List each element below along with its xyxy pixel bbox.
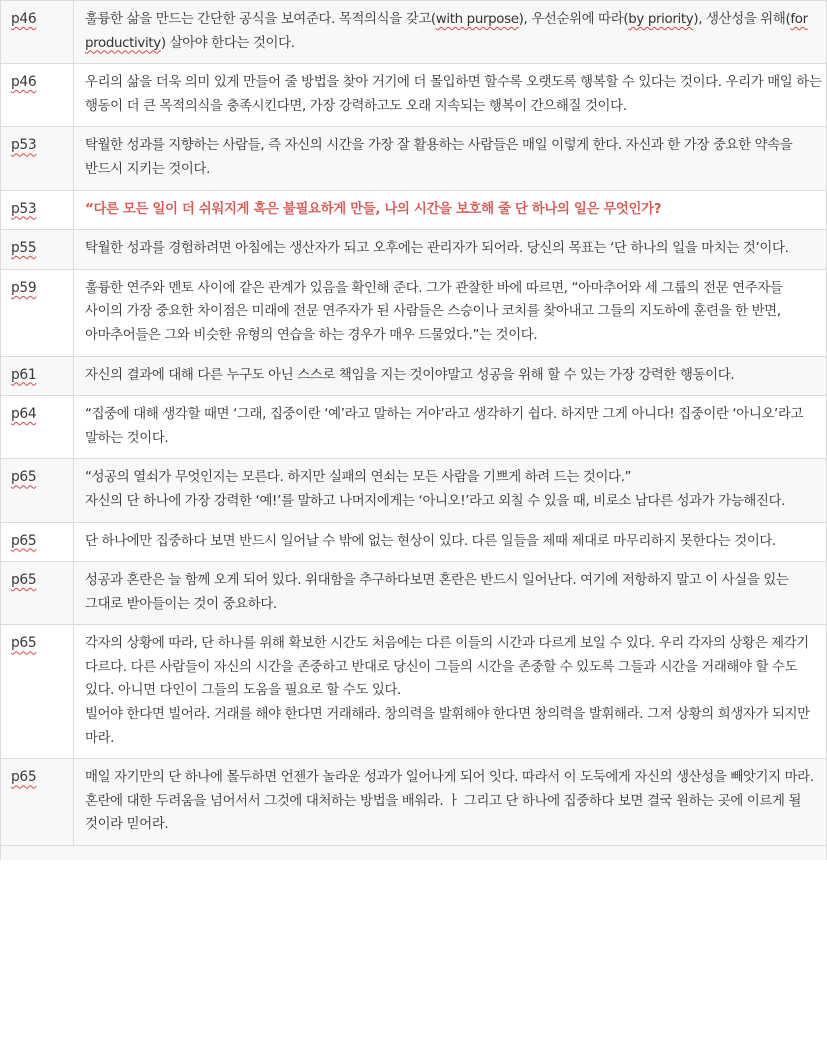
text-segment: 탁월한 성과를 지향하는 사람들, 즉 자신의 시간을 가장 잘 활용하는 사람들은 매일 이렇게 한다. 자신과 한 가장 중요한 약속을 반드시 지키는 것이다. (85, 138, 793, 177)
text-segment: 훌륭한 연주와 멘토 사이에 같은 관계가 있음을 확인해 준다. 그가 관찰한 바에 따르면, “아마추어와 세 그룹의 전문 연주자들 사이의 가장 중요한 차이점은 미래에 전문 연주자가 된 사람들은 스승이나 코치를 찾아내고 그들의 지도하에 훈련을 한 반면, 아마추어들은 그와 비슷한 유형의 연습을 하는 경우가 매우 드물었다.”는 것이다. (85, 280, 783, 343)
quote-text-cell[interactable] (74, 64, 827, 127)
quote-text (85, 281, 783, 343)
text-segment: ), 우선순위에 따라( (518, 12, 629, 27)
quote-text (85, 573, 789, 612)
page-number-cell[interactable] (1, 396, 74, 459)
text-segment: ), 생산성을 위해( (693, 12, 791, 27)
page-number-cell[interactable] (1, 269, 74, 356)
page-number-cell[interactable] (1, 356, 74, 396)
highlighted-quote (85, 202, 661, 217)
table-row (1, 562, 827, 625)
quote-text-cell[interactable] (74, 269, 827, 356)
page-number-cell[interactable] (1, 759, 74, 846)
page-number: p46 (11, 74, 37, 91)
table-row (1, 64, 827, 127)
quote-line: 각자의 상황에 따라, 단 하나를 위해 확보한 시간도 처음에는 다른 이들의 시간과 다르게 보일 수 있다. 우리 각자의 상황은 제각기 다르다. 다른 사람들이 자신의 시간을 존중하고 반대로 당신이 그들의 시간을 존중할 수 있도록 그들과 시간을 거래해야 할 수도 있다. 아니면 다인이 그들의 도움을 필요로 할 수도 있다. (85, 636, 809, 699)
quote-line: 자신의 단 하나에 가장 강력한 ‘예!’를 말하고 나머지에게는 ‘아니오!’라고 외칠 수 있을 때, 비로소 남다른 성과가 가능해진다. (85, 493, 786, 509)
quote-line: “성공의 열쇠가 무엇인지는 모른다. 하지만 실패의 연쇠는 모든 사람을 기쁘게 하려 드는 것이다.” (85, 470, 632, 486)
page-number: p65 (11, 532, 37, 549)
page-number-cell[interactable] (1, 127, 74, 190)
table-row (1, 396, 827, 459)
quote-line: 빌어야 한다면 빌어라. 거래를 해야 한다면 거래해라. 창의력을 발휘해야 한다면 창의력을 발휘해라. 그저 상황의 희생자가 되지만 마라. (85, 707, 810, 746)
quote-text-cell[interactable] (74, 190, 827, 230)
quote-text-cell[interactable] (74, 459, 827, 522)
page-number: p65 (11, 469, 37, 486)
quote-text (85, 138, 792, 177)
quote-text (85, 407, 803, 446)
page-number-cell[interactable] (1, 562, 74, 625)
table-row (1, 230, 827, 270)
quote-text-cell[interactable] (74, 562, 827, 625)
page-number-cell[interactable] (1, 230, 74, 270)
page-number: p46 (11, 11, 37, 27)
quote-text-cell[interactable] (74, 396, 827, 459)
quote-text-cell[interactable] (74, 625, 827, 759)
page-number-cell[interactable] (1, 522, 74, 562)
spellcheck-flagged-text: for productivity (85, 12, 808, 51)
text-segment: 우리의 삶을 더욱 의미 있게 만들어 줄 방법을 찾아 거기에 더 몰입하면 할수록 오랫도록 행복할 수 있다는 것이다. 우리가 매일 하는 행동이 더 큰 목적의식을 충족시킨다면, 가장 강력하고도 오래 지속되는 행복이 간으해질 것이다. (85, 75, 822, 114)
table-row (1, 459, 827, 522)
page-number-cell[interactable] (1, 64, 74, 127)
next-row-edge (0, 846, 827, 860)
notes-table-body (1, 1, 827, 846)
quote-text-cell[interactable] (74, 1, 827, 64)
quote-text (85, 368, 734, 383)
page-number: p65 (11, 572, 37, 589)
page-number: p53 (11, 200, 37, 217)
quote-text-cell[interactable] (74, 127, 827, 190)
text-segment: “다른 모든 일이 더 쉬워지게 혹은 불필요하게 만들, 나의 시간을 보호해 줄 단 하나의 일은 무엇인가? (85, 201, 662, 217)
quote-text-cell[interactable] (74, 522, 827, 562)
page-number: p55 (11, 240, 37, 257)
table-row (1, 269, 827, 356)
text-segment: 훌륭한 삶을 만드는 간단한 공식을 보여준다. 목적의식을 갖고( (85, 12, 436, 27)
page-number-cell[interactable] (1, 1, 74, 64)
table-row (1, 127, 827, 190)
text-segment: 자신의 결과에 대해 다른 누구도 아닌 스스로 책임을 지는 것이야말고 성공을 위해 할 수 있는 가장 강력한 행동이다. (85, 367, 735, 383)
quote-text-cell[interactable] (74, 759, 827, 846)
text-segment: 매일 자기만의 단 하나에 몰두하면 언젠가 놀라운 성과가 일어나게 되어 잇다. 따라서 이 도둑에게 자신의 생산성을 빼앗기지 마라. 혼란에 대한 두려움을 넘어서서 그것에 대처하는 방법을 배워라. ㅏ 그리고 단 하나에 집중하다 보면 결국 원하는 곳에 이르게 될 것이라 믿어라. (85, 770, 814, 833)
page-number-cell[interactable] (1, 459, 74, 522)
quote-text (85, 534, 776, 549)
quote-text-cell[interactable] (74, 356, 827, 396)
page-number: p59 (11, 279, 37, 296)
table-row (1, 190, 827, 230)
quote-text (85, 241, 789, 256)
page-number: p61 (11, 366, 37, 383)
text-segment: 단 하나에만 집중하다 보면 반드시 일어날 수 밖에 없는 현상이 있다. 다른 일들을 제때 제대로 마무리하지 못한다는 것이다. (85, 533, 776, 549)
page-number: p64 (11, 406, 37, 423)
page-number: p53 (11, 137, 37, 154)
table-row (1, 356, 827, 396)
text-segment: 탁월한 성과를 경험하려면 아침에는 생산자가 되고 오후에는 관리자가 되어라. 당신의 목표는 ‘단 하나의 일을 마치는 것’이다. (85, 241, 789, 257)
page-number-cell[interactable] (1, 190, 74, 230)
spellcheck-flagged-text: with purpose (435, 12, 519, 27)
table-row (1, 1, 827, 64)
text-segment: 성공과 혼란은 늘 함께 오게 되어 있다. 위대함을 추구하다보면 혼란은 반드시 일어난다. 여기에 저항하지 말고 이 사실을 있는 그대로 받아들이는 것이 중요하다. (85, 573, 789, 612)
spellcheck-flagged-text: by priority (628, 12, 694, 27)
page-number-cell[interactable] (1, 625, 74, 759)
page-number: p65 (11, 769, 37, 786)
page-number: p65 (11, 635, 37, 652)
quote-text (85, 12, 808, 51)
text-segment: “집중에 대해 생각할 때면 ‘그래, 집중이란 ‘예’라고 말하는 거야’라고 생각하기 쉽다. 하지만 그게 아니다! 집중이란 ‘아니오’라고 말하는 것이다. (85, 407, 804, 446)
table-row (1, 625, 827, 759)
text-segment: ) 살아야 한다는 것이다. (160, 35, 295, 51)
table-row (1, 759, 827, 846)
quote-text-cell[interactable] (74, 230, 827, 270)
quote-text (85, 75, 821, 114)
table-row (1, 522, 827, 562)
quote-text (85, 770, 814, 832)
